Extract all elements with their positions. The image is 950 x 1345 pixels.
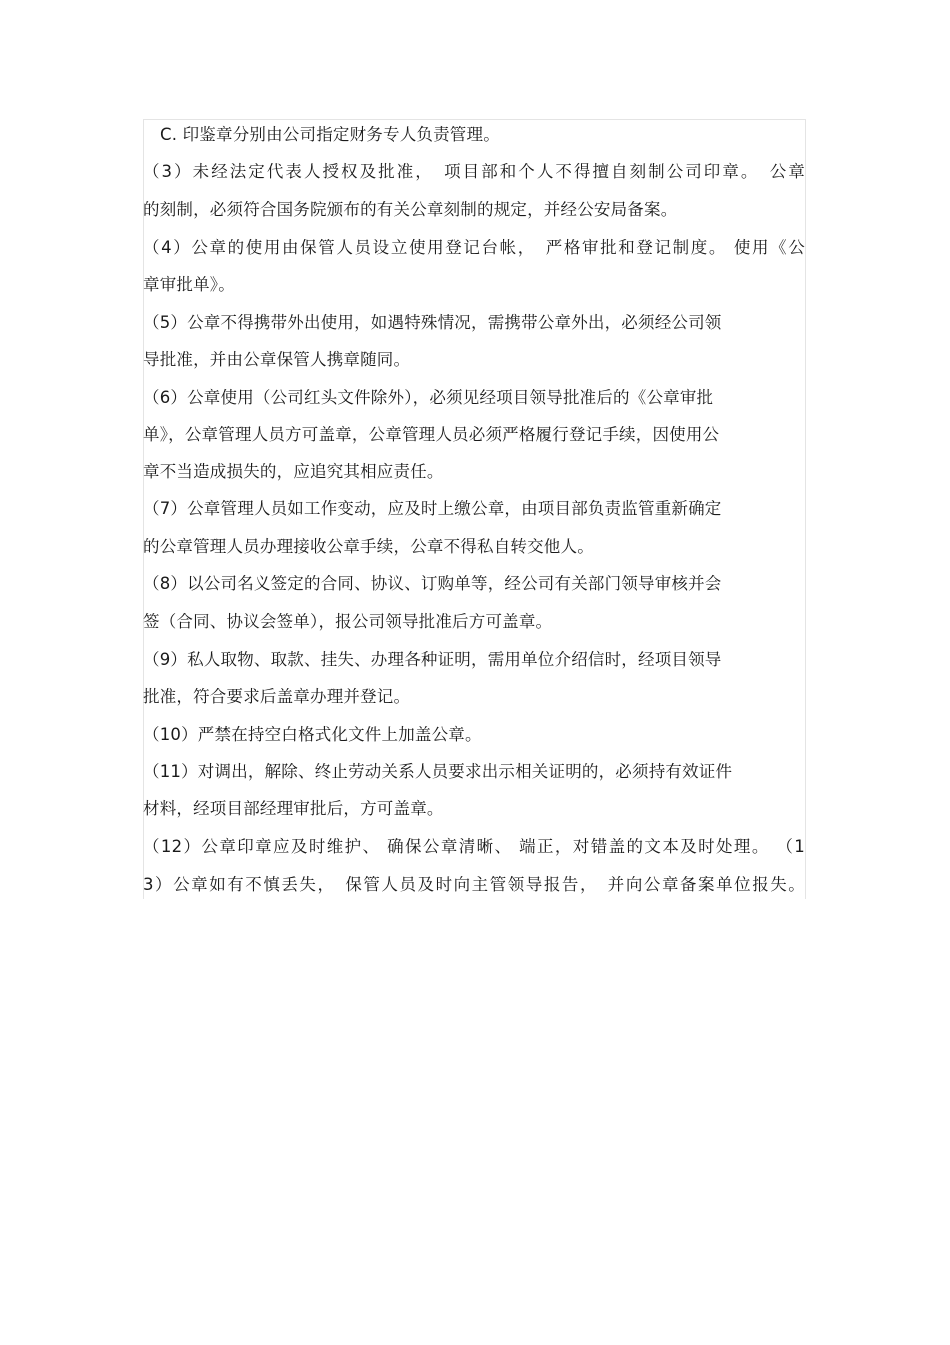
line-13: 3）公章如有不慎丢失， 保管人员及时向主管领导报告， 并向公章备案单位报失。: [143, 875, 805, 894]
line-7a: （7）公章管理人员如工作变动，应及时上缴公章，由项目部负责监管重新确定: [143, 499, 722, 518]
line-9a: （9）私人取物、取款、挂失、办理各种证明，需用单位介绍信时，经项目领导: [143, 650, 722, 669]
line-8b: 签（合同、协议会签单），报公司领导批准后方可盖章。: [143, 612, 553, 631]
line-6c: 章不当造成损失的，应追究其相应责任。: [143, 462, 444, 481]
line-6a: （6）公章使用（公司红头文件除外），必须见经项目领导批准后的《公章审批: [143, 388, 714, 407]
line-7b: 的公章管理人员办理接收公章手续，公章不得私自转交他人。: [143, 537, 594, 556]
line-5b: 导批准，并由公章保管人携章随同。: [143, 350, 411, 369]
line-9b: 批准，符合要求后盖章办理并登记。: [143, 687, 411, 706]
line-11a: （11）对调出，解除、终止劳动关系人员要求出示相关证明的，必须持有效证件: [143, 762, 733, 781]
line-8a: （8）以公司名义签定的合同、协议、订购单等，经公司有关部门领导审核并会: [143, 574, 722, 593]
line-3b: 的刻制，必须符合国务院颁布的有关公章刻制的规定，并经公安局备案。: [143, 200, 678, 219]
line-4b: 章审批单》。: [143, 275, 235, 294]
line-6b: 单》，公章管理人员方可盖章，公章管理人员必须严格履行登记手续，因使用公: [143, 425, 720, 444]
line-3a: （3）未经法定代表人授权及批准， 项目部和个人不得擅自刻制公司印章。 公章: [143, 162, 805, 181]
line-12: （12）公章印章应及时维护、 确保公章清晰、 端正，对错盖的文本及时处理。 （1: [143, 837, 805, 856]
line-c-seal-custody: C. 印鉴章分别由公司指定财务专人负责管理。: [160, 125, 500, 144]
line-11b: 材料，经项目部经理审批后，方可盖章。: [143, 799, 444, 818]
line-10: （10）严禁在持空白格式化文件上加盖公章。: [143, 725, 482, 744]
line-4a: （4）公章的使用由保管人员设立使用登记台帐， 严格审批和登记制度。 使用《公: [143, 238, 805, 257]
line-5a: （5）公章不得携带外出使用，如遇特殊情况，需携带公章外出，必须经公司领: [143, 313, 722, 332]
